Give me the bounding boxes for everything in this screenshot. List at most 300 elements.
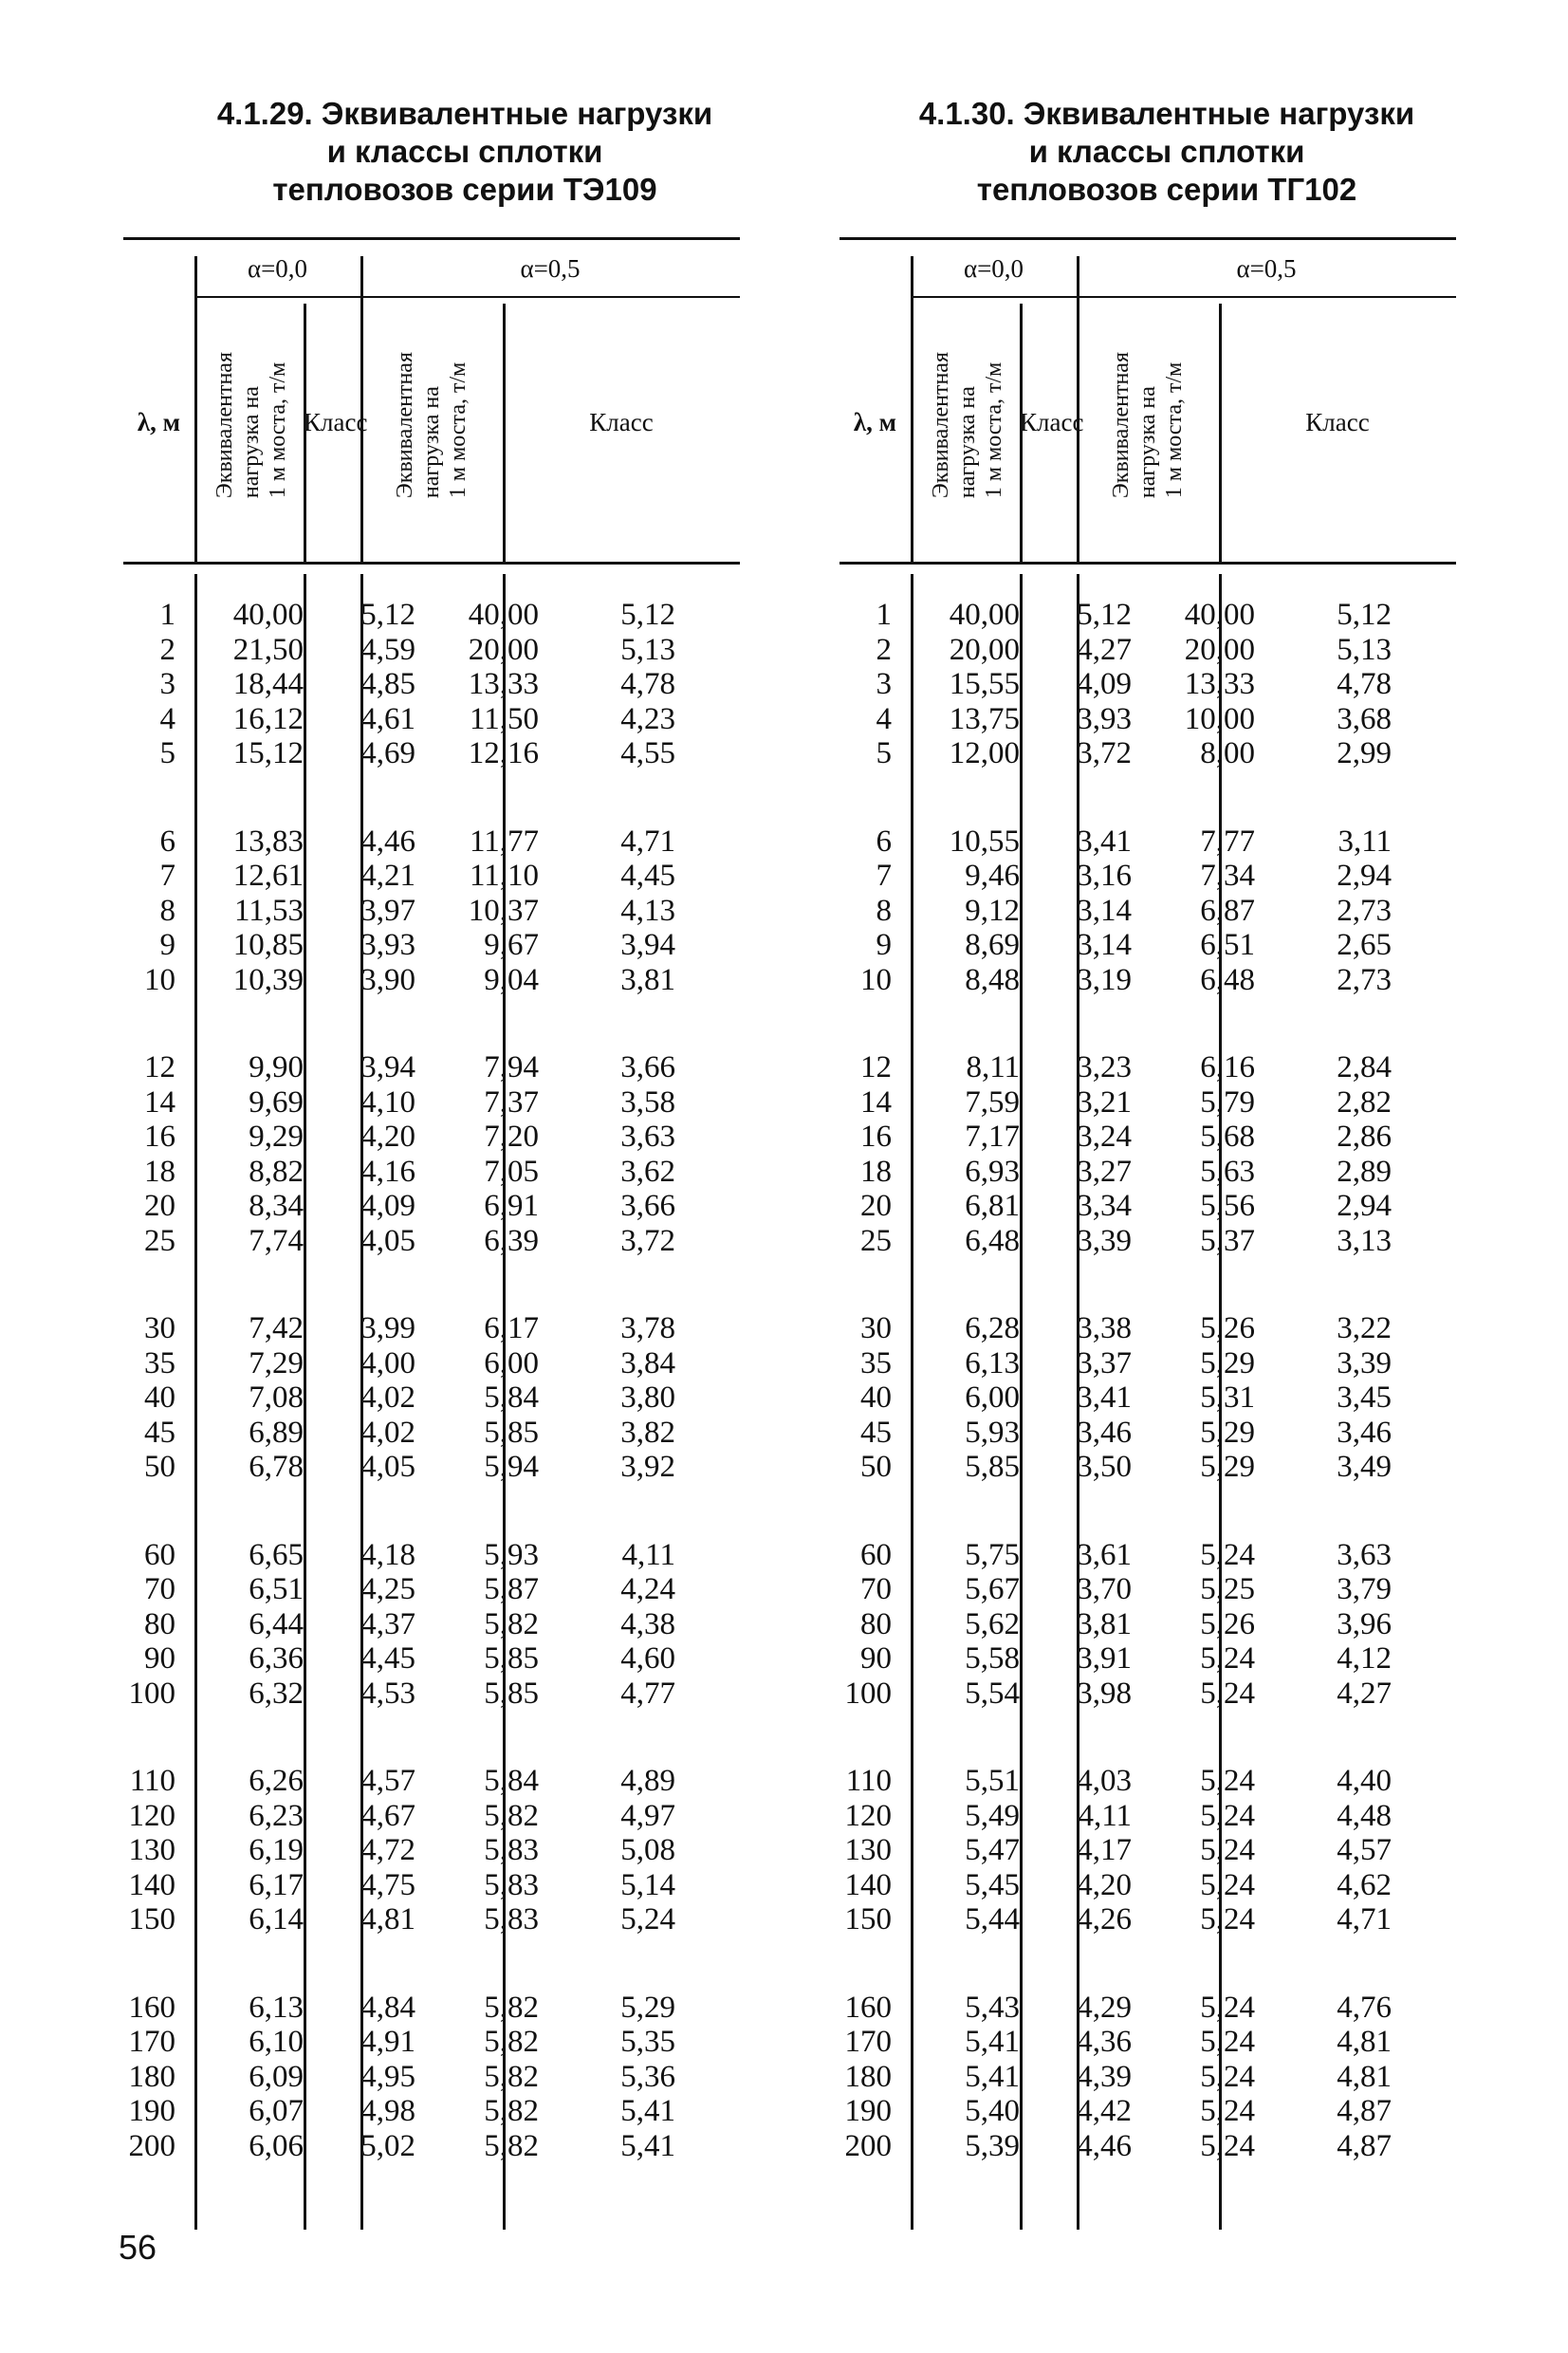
lambda-cell: 1 [159, 598, 175, 632]
load-cell: 7,17 [965, 1120, 1020, 1154]
load-cell: 8,11 [966, 1050, 1020, 1084]
load-cell: 6,36 [249, 1641, 304, 1676]
class-cell: 4,42 [1077, 2094, 1132, 2128]
table-row [839, 1991, 1456, 2026]
header-bottom-rule [123, 562, 740, 565]
class-cell: 3,50 [1077, 1450, 1132, 1484]
load-cell: 5,75 [965, 1537, 1020, 1572]
load-cell: 6,17 [484, 1311, 539, 1345]
class-cell: 4,61 [360, 701, 415, 736]
lambda-cell: 25 [144, 1223, 175, 1258]
load-cell: 6,17 [249, 1867, 304, 1902]
load-header-line: нагрузка на [955, 386, 980, 499]
lambda-cell: 16 [860, 1120, 892, 1154]
load-cell: 8,69 [965, 928, 1020, 962]
load-cell: 6,44 [249, 1606, 304, 1641]
class-cell: 3,94 [620, 928, 675, 962]
load-cell: 13,83 [232, 824, 304, 859]
class-cell: 4,11 [1078, 1798, 1132, 1833]
class-cell: 4,98 [360, 2094, 415, 2128]
lambda-cell: 80 [860, 1606, 892, 1641]
class-cell: 3,62 [620, 1154, 675, 1189]
class-cell: 2,82 [1337, 1084, 1392, 1120]
load-cell: 6,06 [249, 2128, 304, 2163]
load-cell: 10,00 [1184, 701, 1255, 736]
row-group [839, 1311, 1456, 1485]
table-row [839, 1902, 1456, 1937]
load-cell: 9,90 [249, 1050, 304, 1084]
table-row [123, 667, 740, 702]
load-cell: 5,56 [1200, 1189, 1255, 1223]
class-cell: 3,72 [1077, 736, 1132, 770]
lambda-cell: 35 [144, 1345, 175, 1380]
class-cell: 3,24 [1077, 1120, 1132, 1154]
table-2-title-line: и классы сплотки [1028, 134, 1305, 169]
row-group [123, 1764, 740, 1937]
class-cell: 3,94 [360, 1050, 415, 1084]
row-group [839, 598, 1456, 771]
table-row [839, 894, 1456, 929]
load-header-line: Эквивалентная [1109, 351, 1134, 499]
class-cell: 3,97 [360, 893, 415, 928]
load-cell: 6,19 [249, 1833, 304, 1867]
lambda-cell: 35 [860, 1345, 892, 1380]
lambda-cell: 25 [860, 1223, 892, 1258]
class-cell: 4,38 [620, 1606, 675, 1641]
class-cell: 3,78 [620, 1311, 675, 1345]
class-cell: 3,49 [1337, 1450, 1392, 1484]
lambda-cell: 14 [144, 1084, 175, 1120]
class-cell: 4,71 [620, 824, 675, 859]
class-cell: 4,48 [1337, 1798, 1392, 1833]
load-header-line: Эквивалентная [393, 351, 417, 499]
load-cell: 12,00 [949, 736, 1020, 770]
class-cell: 3,93 [360, 928, 415, 962]
load-cell: 5,24 [1200, 1641, 1255, 1676]
table-row [839, 2025, 1456, 2060]
load-cell: 7,05 [484, 1154, 539, 1189]
load-cell: 5,24 [1200, 1902, 1255, 1936]
load-cell: 5,85 [484, 1415, 539, 1450]
load-cell: 13,75 [949, 701, 1020, 736]
load-cell: 5,82 [484, 1606, 539, 1641]
class-cell: 3,39 [1337, 1345, 1392, 1380]
load-header-line: Эквивалентная [929, 351, 953, 499]
load-cell: 7,94 [484, 1050, 539, 1084]
lambda-cell: 90 [860, 1641, 892, 1676]
row-group [839, 1991, 1456, 2164]
load-header [389, 321, 474, 529]
lambda-cell: 100 [128, 1676, 175, 1711]
lambda-cell: 40 [860, 1380, 892, 1415]
lambda-header: λ, м [853, 408, 897, 436]
table-row [123, 1799, 740, 1834]
class-cell: 3,99 [360, 1311, 415, 1345]
load-cell: 13,33 [1184, 667, 1255, 701]
class-cell: 4,78 [1337, 667, 1392, 701]
table-1-title-line: 4.1.29. Эквивалентные нагрузки [216, 96, 713, 131]
class-cell: 4,09 [1077, 667, 1132, 701]
class-cell: 3,66 [620, 1050, 675, 1084]
table-row [839, 1416, 1456, 1451]
table-row [839, 1380, 1456, 1416]
load-cell: 5,84 [484, 1380, 539, 1415]
class-cell: 3,58 [620, 1084, 675, 1120]
class-cell: 3,21 [1077, 1084, 1132, 1120]
load-cell: 6,65 [249, 1537, 304, 1572]
load-cell: 6,07 [249, 2094, 304, 2128]
lambda-cell: 60 [144, 1537, 175, 1572]
load-cell: 5,93 [484, 1537, 539, 1572]
class-cell: 4,12 [1337, 1641, 1392, 1676]
row-group [123, 824, 740, 998]
class-cell: 2,73 [1337, 962, 1392, 997]
load-header-line: 1 м моста, т/м [982, 361, 1006, 499]
class-cell: 4,62 [1337, 1867, 1392, 1902]
table-row [123, 1991, 740, 2026]
load-cell: 6,13 [249, 1990, 304, 2025]
class-cell: 5,13 [1337, 632, 1392, 667]
class-cell: 3,45 [1337, 1380, 1392, 1415]
table-row [123, 2129, 740, 2164]
table-row [839, 1085, 1456, 1121]
table-row [839, 1868, 1456, 1903]
load-header-line: Эквивалентная [212, 351, 237, 499]
class-cell: 3,41 [1077, 1380, 1132, 1415]
load-cell: 8,82 [249, 1154, 304, 1189]
load-cell: 6,51 [1200, 928, 1255, 962]
load-cell: 5,82 [484, 1798, 539, 1833]
load-cell: 6,28 [965, 1311, 1020, 1345]
load-cell: 6,87 [1200, 893, 1255, 928]
lambda-cell: 20 [144, 1189, 175, 1223]
table-row [123, 1641, 740, 1677]
load-cell: 5,47 [965, 1833, 1020, 1867]
load-cell: 5,85 [484, 1641, 539, 1676]
row-group [839, 1050, 1456, 1258]
table-body [123, 598, 740, 2216]
class-cell: 4,25 [360, 1572, 415, 1606]
class-cell: 3,80 [620, 1380, 675, 1415]
table-row [123, 1189, 740, 1224]
load-cell: 9,12 [965, 893, 1020, 928]
row-group [123, 1991, 740, 2164]
table-row [123, 1607, 740, 1642]
lambda-cell: 190 [128, 2094, 175, 2128]
table-row [123, 1677, 740, 1712]
load-cell: 5,82 [484, 2128, 539, 2163]
class-cell: 4,37 [360, 1606, 415, 1641]
table-row [839, 1155, 1456, 1190]
row-group [839, 824, 1456, 998]
table-1-title [133, 95, 797, 209]
table-row [839, 702, 1456, 737]
load-cell: 6,48 [1200, 962, 1255, 997]
table-row [839, 859, 1456, 894]
load-cell: 5,24 [1200, 1798, 1255, 1833]
load-cell: 5,24 [1200, 2094, 1255, 2128]
load-cell: 5,24 [1200, 1676, 1255, 1711]
load-cell: 9,46 [965, 859, 1020, 893]
load-cell: 5,29 [1200, 1345, 1255, 1380]
load-cell: 5,24 [1200, 2025, 1255, 2059]
table-row [123, 598, 740, 633]
header-bottom-rule [839, 562, 1456, 565]
load-header [925, 321, 1010, 529]
load-cell: 40,00 [949, 598, 1020, 632]
load-cell: 9,69 [249, 1084, 304, 1120]
class-cell: 2,84 [1337, 1050, 1392, 1084]
load-cell: 6,14 [249, 1902, 304, 1936]
table-row [123, 894, 740, 929]
class-cell: 3,70 [1077, 1572, 1132, 1606]
load-cell: 11,77 [469, 824, 539, 859]
lambda-cell: 50 [860, 1450, 892, 1484]
lambda-cell: 18 [144, 1154, 175, 1189]
table-row [123, 1120, 740, 1155]
table-row [839, 633, 1456, 668]
load-cell: 5,54 [965, 1676, 1020, 1711]
table-row [839, 598, 1456, 633]
lambda-cell: 110 [129, 1764, 175, 1798]
table-row [123, 736, 740, 771]
class-cell: 5,35 [620, 2025, 675, 2059]
class-cell: 5,12 [1337, 598, 1392, 632]
load-cell: 6,09 [249, 2059, 304, 2094]
class-cell: 4,11 [621, 1537, 675, 1572]
load-cell: 5,68 [1200, 1120, 1255, 1154]
class-cell: 3,92 [620, 1450, 675, 1484]
class-cell: 4,81 [360, 1902, 415, 1936]
load-cell: 6,16 [1200, 1050, 1255, 1084]
class-cell: 4,02 [360, 1415, 415, 1450]
lambda-cell: 70 [144, 1572, 175, 1606]
table-row [123, 963, 740, 998]
class-cell: 4,85 [360, 667, 415, 701]
alpha-0-header: α=0,0 [963, 254, 1024, 283]
load-cell: 20,00 [468, 632, 539, 667]
load-cell: 5,85 [484, 1676, 539, 1711]
class-cell: 3,61 [1077, 1537, 1132, 1572]
load-cell: 6,48 [965, 1223, 1020, 1258]
lambda-cell: 2 [159, 632, 175, 667]
lambda-cell: 20 [860, 1189, 892, 1223]
class-cell: 4,13 [620, 893, 675, 928]
class-cell: 3,14 [1077, 928, 1132, 962]
class-cell: 3,46 [1077, 1415, 1132, 1450]
class-cell: 4,57 [1337, 1833, 1392, 1867]
row-group [839, 1538, 1456, 1712]
column-divider [194, 256, 197, 562]
lambda-cell: 170 [128, 2025, 175, 2059]
class-cell: 3,27 [1077, 1154, 1132, 1189]
class-cell: 4,76 [1337, 1990, 1392, 2025]
lambda-cell: 4 [876, 701, 892, 736]
lambda-cell: 190 [844, 2094, 892, 2128]
lambda-header: λ, м [137, 408, 181, 436]
table-1-title-line: тепловозов серии ТЭ109 [272, 172, 657, 207]
table-2-title [835, 95, 1499, 209]
class-cell: 4,97 [620, 1798, 675, 1833]
table-row [839, 736, 1456, 771]
table-row [123, 1572, 740, 1607]
lambda-cell: 10 [144, 962, 175, 997]
load-cell: 10,55 [949, 824, 1020, 859]
table-row [839, 928, 1456, 963]
load-cell: 21,50 [232, 632, 304, 667]
table-row [123, 1050, 740, 1085]
table-row [839, 1120, 1456, 1155]
table-row [839, 2129, 1456, 2164]
load-cell: 8,48 [965, 962, 1020, 997]
lambda-cell: 8 [876, 893, 892, 928]
lambda-cell: 45 [144, 1415, 175, 1450]
table-row [123, 1085, 740, 1121]
class-cell: 4,55 [620, 736, 675, 770]
load-cell: 5,25 [1200, 1572, 1255, 1606]
table-row [839, 2094, 1456, 2129]
load-cell: 5,82 [484, 2059, 539, 2094]
class-cell: 5,12 [360, 598, 415, 632]
table-2-title-line: тепловозов серии ТГ102 [976, 172, 1357, 207]
class-cell: 3,39 [1077, 1223, 1132, 1258]
load-cell: 5,82 [484, 1990, 539, 2025]
load-cell: 40,00 [232, 598, 304, 632]
lambda-cell: 90 [144, 1641, 175, 1676]
class-cell: 4,75 [360, 1867, 415, 1902]
load-header-line: нагрузка на [1135, 386, 1160, 499]
class-cell: 4,87 [1337, 2094, 1392, 2128]
lambda-cell: 150 [844, 1902, 892, 1936]
class-header: Класс [589, 408, 654, 436]
lambda-cell: 3 [876, 667, 892, 701]
load-header-line: нагрузка на [239, 386, 264, 499]
lambda-cell: 40 [144, 1380, 175, 1415]
load-cell: 6,89 [249, 1415, 304, 1450]
class-cell: 4,10 [360, 1084, 415, 1120]
load-cell: 9,67 [484, 928, 539, 962]
table-row [123, 633, 740, 668]
load-cell: 5,40 [965, 2094, 1020, 2128]
load-cell: 5,24 [1200, 2059, 1255, 2094]
load-cell: 5,24 [1200, 1833, 1255, 1867]
lambda-cell: 30 [144, 1311, 175, 1345]
lambda-cell: 120 [844, 1798, 892, 1833]
class-cell: 4,95 [360, 2059, 415, 2094]
class-header: Класс [304, 408, 368, 436]
lambda-cell: 6 [876, 824, 892, 859]
load-cell: 6,00 [484, 1345, 539, 1380]
table-row [839, 1641, 1456, 1677]
class-cell: 4,67 [360, 1798, 415, 1833]
lambda-cell: 12 [144, 1050, 175, 1084]
load-cell: 5,24 [1200, 1867, 1255, 1902]
row-group [123, 1538, 740, 1712]
load-cell: 16,12 [232, 701, 304, 736]
class-cell: 3,68 [1337, 701, 1392, 736]
load-cell: 18,44 [232, 667, 304, 701]
load-cell: 5,37 [1200, 1223, 1255, 1258]
load-cell: 5,83 [484, 1867, 539, 1902]
load-cell: 8,00 [1200, 736, 1255, 770]
load-cell: 5,62 [965, 1606, 1020, 1641]
lambda-cell: 130 [128, 1833, 175, 1867]
lambda-cell: 5 [159, 736, 175, 770]
load-cell: 5,87 [484, 1572, 539, 1606]
load-cell: 5,84 [484, 1764, 539, 1798]
load-cell: 5,26 [1200, 1311, 1255, 1345]
load-cell: 5,44 [965, 1902, 1020, 1936]
class-cell: 3,37 [1077, 1345, 1132, 1380]
lambda-cell: 60 [860, 1537, 892, 1572]
class-cell: 4,23 [620, 701, 675, 736]
table-row [839, 1607, 1456, 1642]
load-cell: 40,00 [468, 598, 539, 632]
class-cell: 4,40 [1337, 1764, 1392, 1798]
row-group [839, 1764, 1456, 1937]
class-cell: 2,99 [1337, 736, 1392, 770]
table-row [839, 1764, 1456, 1799]
page-number: 56 [119, 2228, 157, 2267]
load-cell: 9,29 [249, 1120, 304, 1154]
table-row [123, 1538, 740, 1573]
class-cell: 4,89 [620, 1764, 675, 1798]
class-cell: 4,16 [360, 1154, 415, 1189]
class-cell: 4,24 [620, 1572, 675, 1606]
load-cell: 6,10 [249, 2025, 304, 2059]
table-row [123, 1902, 740, 1937]
load-cell: 5,85 [965, 1450, 1020, 1484]
class-cell: 4,29 [1077, 1990, 1132, 2025]
lambda-cell: 9 [876, 928, 892, 962]
lambda-cell: 180 [128, 2059, 175, 2094]
table-row [839, 1050, 1456, 1085]
load-cell: 5,83 [484, 1902, 539, 1936]
load-cell: 5,94 [484, 1450, 539, 1484]
load-cell: 5,31 [1200, 1380, 1255, 1415]
class-cell: 3,63 [620, 1120, 675, 1154]
class-cell: 5,29 [620, 1990, 675, 2025]
load-cell: 5,29 [1200, 1450, 1255, 1484]
load-cell: 20,00 [949, 632, 1020, 667]
load-cell: 7,29 [249, 1345, 304, 1380]
lambda-cell: 16 [144, 1120, 175, 1154]
alpha-header-rule [194, 296, 740, 298]
table-row [839, 667, 1456, 702]
class-cell: 3,66 [620, 1189, 675, 1223]
load-cell: 5,43 [965, 1990, 1020, 2025]
load-cell: 11,50 [469, 701, 539, 736]
load-cell: 5,24 [1200, 1764, 1255, 1798]
table-row [123, 1346, 740, 1381]
class-cell: 3,63 [1337, 1537, 1392, 1572]
table-row [839, 1538, 1456, 1573]
class-cell: 4,91 [360, 2025, 415, 2059]
table-row [123, 1833, 740, 1868]
load-cell: 9,04 [484, 962, 539, 997]
class-cell: 5,12 [620, 598, 675, 632]
class-cell: 4,45 [620, 859, 675, 893]
class-cell: 5,14 [620, 1867, 675, 1902]
class-cell: 4,57 [360, 1764, 415, 1798]
load-cell: 6,23 [249, 1798, 304, 1833]
row-group [123, 1311, 740, 1485]
lambda-cell: 110 [845, 1764, 892, 1798]
class-cell: 3,96 [1337, 1606, 1392, 1641]
table-top-rule [839, 237, 1456, 240]
table-row [839, 1799, 1456, 1834]
class-cell: 4,27 [1337, 1676, 1392, 1711]
